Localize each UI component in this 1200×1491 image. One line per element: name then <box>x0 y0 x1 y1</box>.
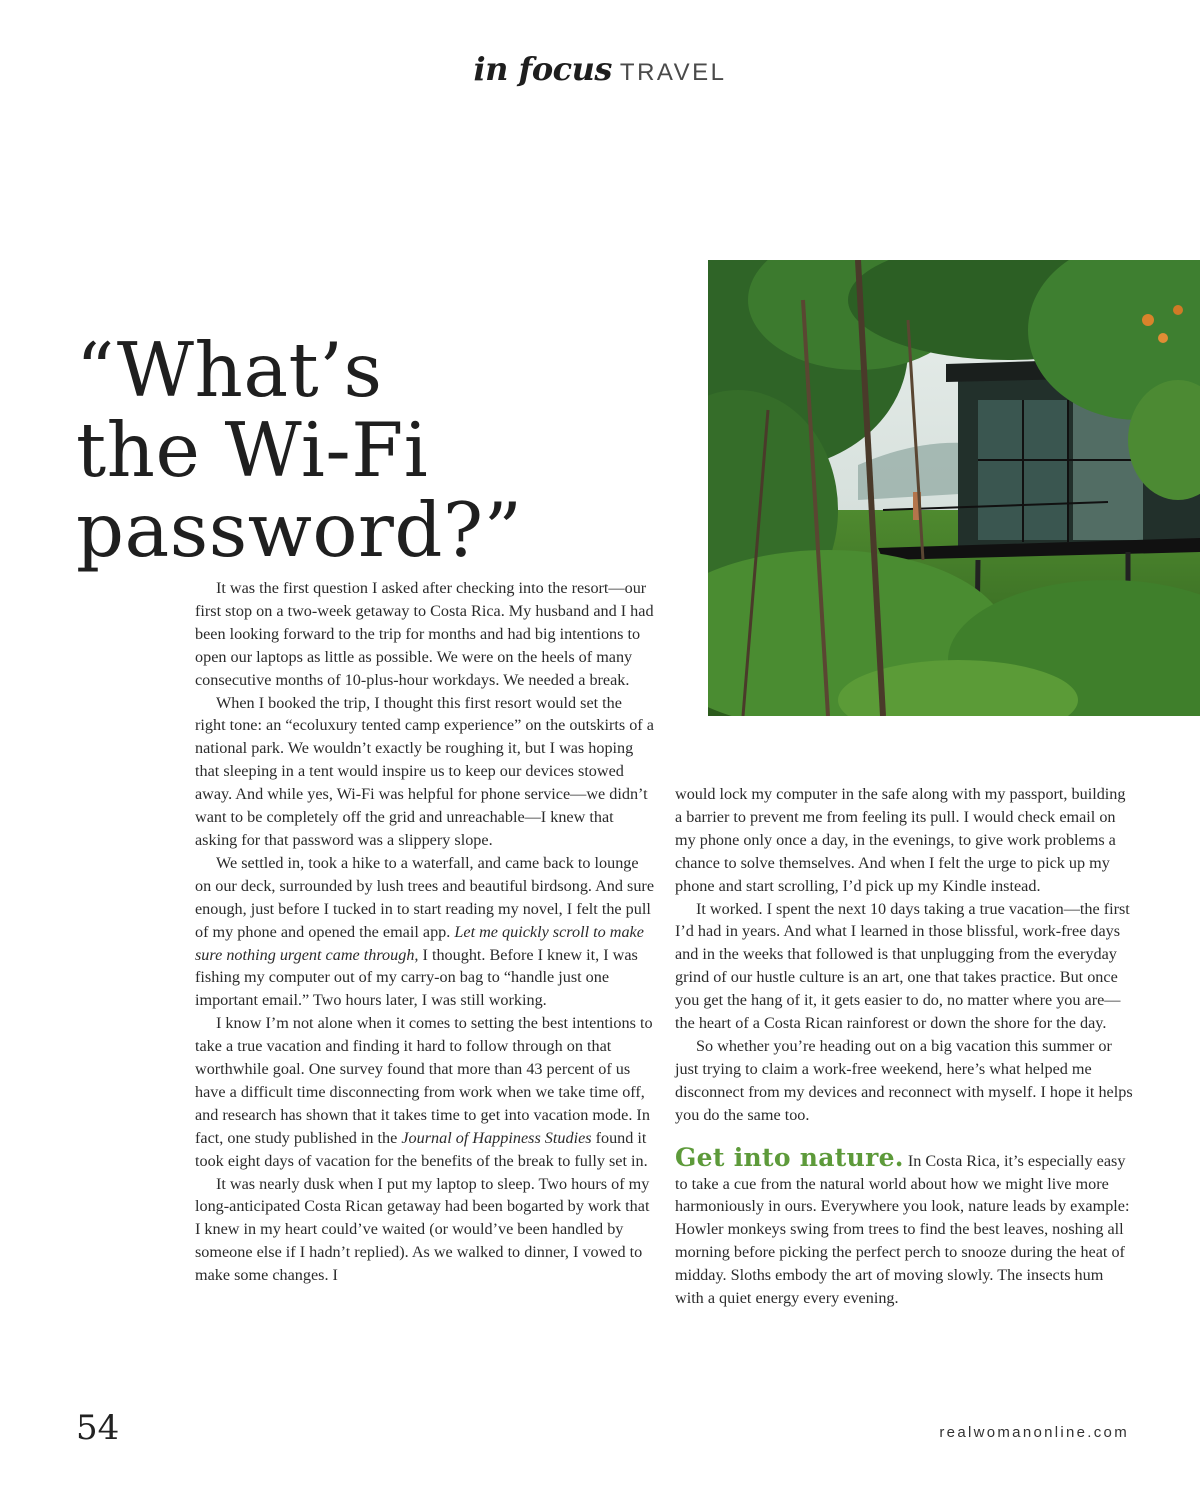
paragraph-3-text-a: We settled in, took a hike to a waterfall, and came back to lounge on our deck, surrounded by lush trees and beautiful birdsong. And sure enough, just before I tucked in to start reading my novel, I felt the pull of my phone and opened the email app. <box>195 853 655 941</box>
paragraph-5-text: It was nearly dusk when I put my laptop to sleep. Two hours of my long-anticipated Costa Rican getaway had been bogarted by work that I knew in my heart could’ve waited (or would’ve been handled by someone else if I hadn’t replied). As we walked to dinner, I vowed to make some changes. I <box>195 1174 650 1285</box>
treehouse-forest-photo <box>708 260 1200 716</box>
paragraph-7-text: It worked. I spent the next 10 days taking a true vacation—the first I’d had in years. And what I learned in those blissful, work-free days and in the weeks that followed is that unplugging from the everyday grind of our hustle culture is an art, one that takes practice. But once you get the hang of it, it gets easier to do, no matter where you are—the heart of a Costa Rican rainforest or down the shore for the day. <box>675 899 1130 1033</box>
paragraph-3-italic: Let me quickly scroll to make sure nothing urgent came through, <box>195 922 644 964</box>
paragraph-8-text: So whether you’re heading out on a big vacation this summer or just trying to claim a work-free weekend, here’s what helped me disconnect from my devices and reconnect with myself. I hope it helps you do the same too. <box>675 1036 1133 1124</box>
paragraph-6-text: would lock my computer in the safe along with my passport, building a barrier to prevent me from feeling its pull. I would check email on my phone only once a day, in the evenings, to give work problems a chance to solve themselves. And when I felt the urge to pick up my phone and start scrolling, I’d pick up my Kindle instead. <box>675 785 1126 895</box>
paragraph-4 <box>195 1012 655 1172</box>
paragraph-7 <box>675 898 1135 1035</box>
paragraph-6 <box>675 783 1135 898</box>
paragraph-4-text-b: found it took eight days of vacation for the benefits of the break to fully set in. <box>195 1128 648 1170</box>
in-focus-label: in focus <box>473 50 612 88</box>
page-number: 54 <box>76 1408 120 1448</box>
section-label: TRAVEL <box>619 59 727 86</box>
paragraph-nature-text: In Costa Rica, it’s especially easy to take a cue from the natural world about how we might live more harmoniously in ours. Everywhere you look, nature leads by example: Howler monkeys swing from trees to find the best leaves, noshing all morning before picking the perfect perch to snooze during the heat of midday. Sloths embody the art of moving slowly. The insects hum with a quiet energy every evening. <box>675 1151 1130 1308</box>
paragraph-4-text-a: I know I’m not alone when it comes to setting the best intentions to take a true vacation and finding it hard to follow through on that worthwhile goal. One survey found that more than 43 percent of us have a difficult time disconnecting from work when we take time off, and research has shown that it takes time to get into vacation mode. In fact, one study published in the <box>195 1014 653 1147</box>
paragraph-nature <box>675 1142 1135 1310</box>
paragraph-1 <box>195 577 655 692</box>
headline-line-1: “What’s <box>76 326 383 414</box>
forest-photo-illustration <box>708 260 1200 716</box>
paragraph-1-text: It was the first question I asked after checking into the resort—our first stop on a two-week getaway to Costa Rica. My husband and I had been looking forward to the trip for months and had big intentions to open our laptops as little as possible. We were on the heels of many consecutive months of 10-plus-hour workdays. We needed a break. <box>195 579 654 689</box>
article-column-2 <box>675 783 1135 1310</box>
article-headline <box>76 326 676 574</box>
paragraph-3-text-b: I thought. Before I knew it, I was fishing my computer out of my carry-on bag to “handle just one important email.” Two hours later, I was still working. <box>195 945 638 1010</box>
article-column-1 <box>195 577 655 1287</box>
paragraph-2 <box>195 692 655 852</box>
headline-line-3: password?” <box>76 486 523 574</box>
paragraph-8 <box>675 1035 1135 1127</box>
journal-title: Journal of Happiness Studies <box>401 1128 592 1147</box>
paragraph-5 <box>195 1173 655 1288</box>
section-header <box>0 50 1200 88</box>
website-url: realwomanonline.com <box>939 1424 1129 1441</box>
paragraph-2-text: When I booked the trip, I thought this first resort would set the right tone: an “ecoluxury tented camp experience” on the outskirts of a national park. We wouldn’t exactly be roughing it, but I was hoping that sleeping in a tent would inspire us to keep our devices stowed away. And while yes, Wi-Fi was helpful for phone service—we didn’t want to be completely off the grid and unreachable—I knew that asking for that password was a slippery slope. <box>195 693 654 849</box>
paragraph-3 <box>195 852 655 1012</box>
headline-line-2: the Wi-Fi <box>76 406 429 494</box>
subhead-get-into-nature: Get into nature. <box>675 1142 904 1172</box>
